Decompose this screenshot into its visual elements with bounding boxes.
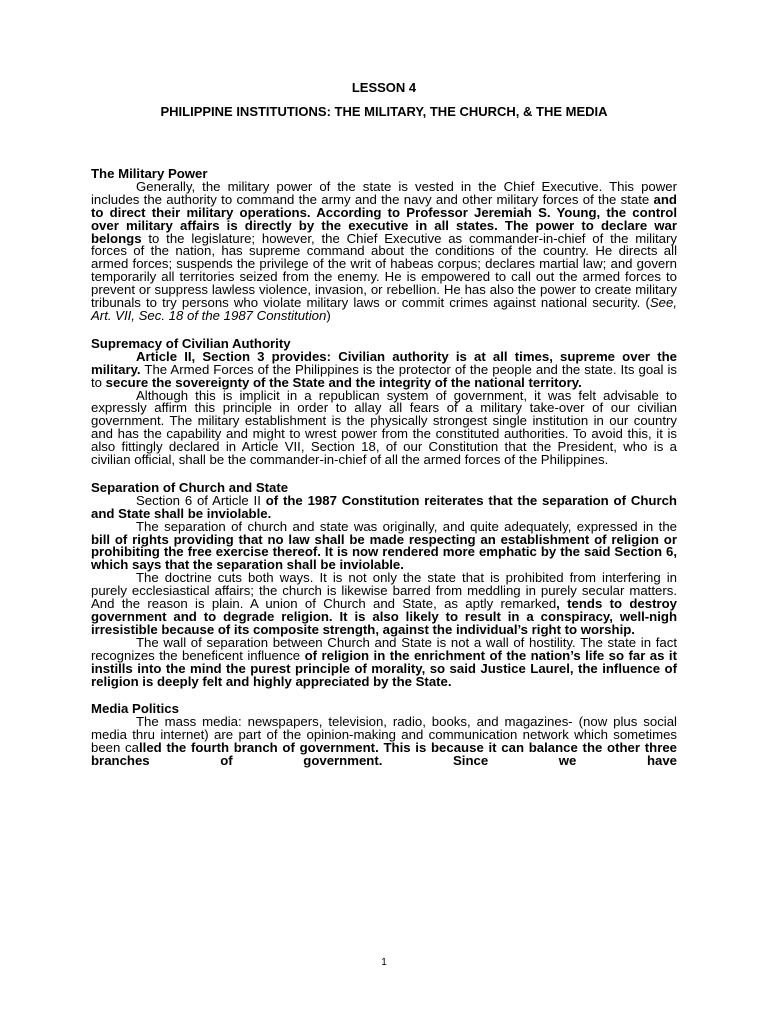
page-title: PHILIPPINE INSTITUTIONS: THE MILITARY, THE CHURCH, & THE MEDIA xyxy=(160,104,608,119)
section-heading: Separation of Church and State xyxy=(91,479,289,495)
section-heading: Media Politics xyxy=(91,701,179,717)
body-paragraph xyxy=(91,178,677,323)
text-run: The wall of separation between Church and State is not a wall of hostility. The state in fact recognizes the beneficent influence xyxy=(91,634,677,663)
italic-text: See, Art. VII, Sec. 18 of the 1987 Constitution xyxy=(91,295,677,323)
body-paragraph xyxy=(91,492,677,521)
bold-text: and to direct their military operations. According to Professor Jeremiah S. Young, the control over military affairs is directly by the executive in all states. The power to declare war belongs xyxy=(91,191,677,246)
text-run: Although this is implicit in a republican system of government, it was felt advisable to expressly affirm this principle in order to allay all fears of a military take-over of our civilian government. The military establishment is the physically strongest single institution in our country and has the capability and might to wrest power from the constituted authorities. To avoid this, it is also fittingly declared in Article VII, Section 18, of our Constitution that the President, who is a civilian official, shall be the commander-in-chief of all the armed forces of the Philippines. xyxy=(91,387,677,468)
body-paragraph xyxy=(91,634,677,689)
text-run: ) xyxy=(326,307,331,323)
body-paragraph xyxy=(91,518,677,573)
document-body xyxy=(91,168,677,768)
body-paragraph xyxy=(91,716,677,768)
bold-text: , tends to destroy government and to degrade religion. It is also likely to result in a conspiracy, well-nigh irresistible because of its composite strength, against the individual’s right to worship. xyxy=(91,596,677,637)
text-run: Generally, the military power of the state is vested in the Chief Executive. This power includes the authority to command the army and the navy and other military forces of the state xyxy=(91,178,677,207)
section-heading: The Military Power xyxy=(91,166,208,181)
bold-text: Article II, Section 3 provides: Civilian authority is at all times, supreme over the military. xyxy=(91,348,677,377)
text-run: The Armed Forces of the Philippines is the protector of the people and the state. Its goal is to xyxy=(91,361,677,390)
text-run: Section 6 of Article II xyxy=(136,492,266,508)
lesson-label: LESSON 4 xyxy=(351,80,417,95)
text-run: The doctrine cuts both ways. It is not only the state that is prohibited from interfering in purely ecclesiastical affairs; the church is likewise barred from meddling in purely secular matters. And the reason is plain. A union of Church and State, as aptly remarked xyxy=(91,570,677,612)
bold-text: secure the sovereignty of the State and the integrity of the national territory. xyxy=(105,374,582,390)
body-paragraph xyxy=(91,572,677,637)
bold-text: of religion in the enrichment of the nation’s life so far as it instills into the mind the purest principle of morality, so said Justice Laurel, the influence of religion is deeply felt and highly appreciated by the State. xyxy=(91,647,677,689)
bold-text: of the 1987 Constitution reiterates that the separation of Church and State shall be inviolable. xyxy=(91,492,677,521)
bold-text: lled the fourth branch of government. This is because it can balance the other three branches of government. Since we have xyxy=(91,740,677,769)
section-heading: Supremacy of Civilian Authority xyxy=(91,335,291,351)
bold-text: bill of rights providing that no law shall be made respecting an establishment of religion or prohibiting the free exercise thereof. It is now rendered more emphatic by the said Section 6, which says that the separation shall be inviolable. xyxy=(91,531,677,573)
text-run: The mass media: newspapers, television, radio, books, and magazines- (now plus social media thru internet) are part of the opinion-making and communication network which sometimes been ca xyxy=(91,714,677,756)
body-paragraph xyxy=(91,387,677,468)
text-run: The separation of church and state was originally, and quite adequately, expressed in the xyxy=(136,518,677,534)
page-number: 1 xyxy=(381,957,387,968)
text-run: to the legislature; however, the Chief Executive as commander-in-chief of the military forces of the nation, has supreme command about the conditions of the country. He directs all armed forces; suspends the privilege of the writ of habeas corpus; declares martial law; and govern temporarily all territories seized from the enemy. He is empowered to call out the armed forces to prevent or suppress lawless violence, invasion, or rebellion. He has also the power to create military tribunals to try persons who violate military laws or commit crimes against national security. ( xyxy=(91,230,677,311)
body-paragraph xyxy=(91,348,677,390)
